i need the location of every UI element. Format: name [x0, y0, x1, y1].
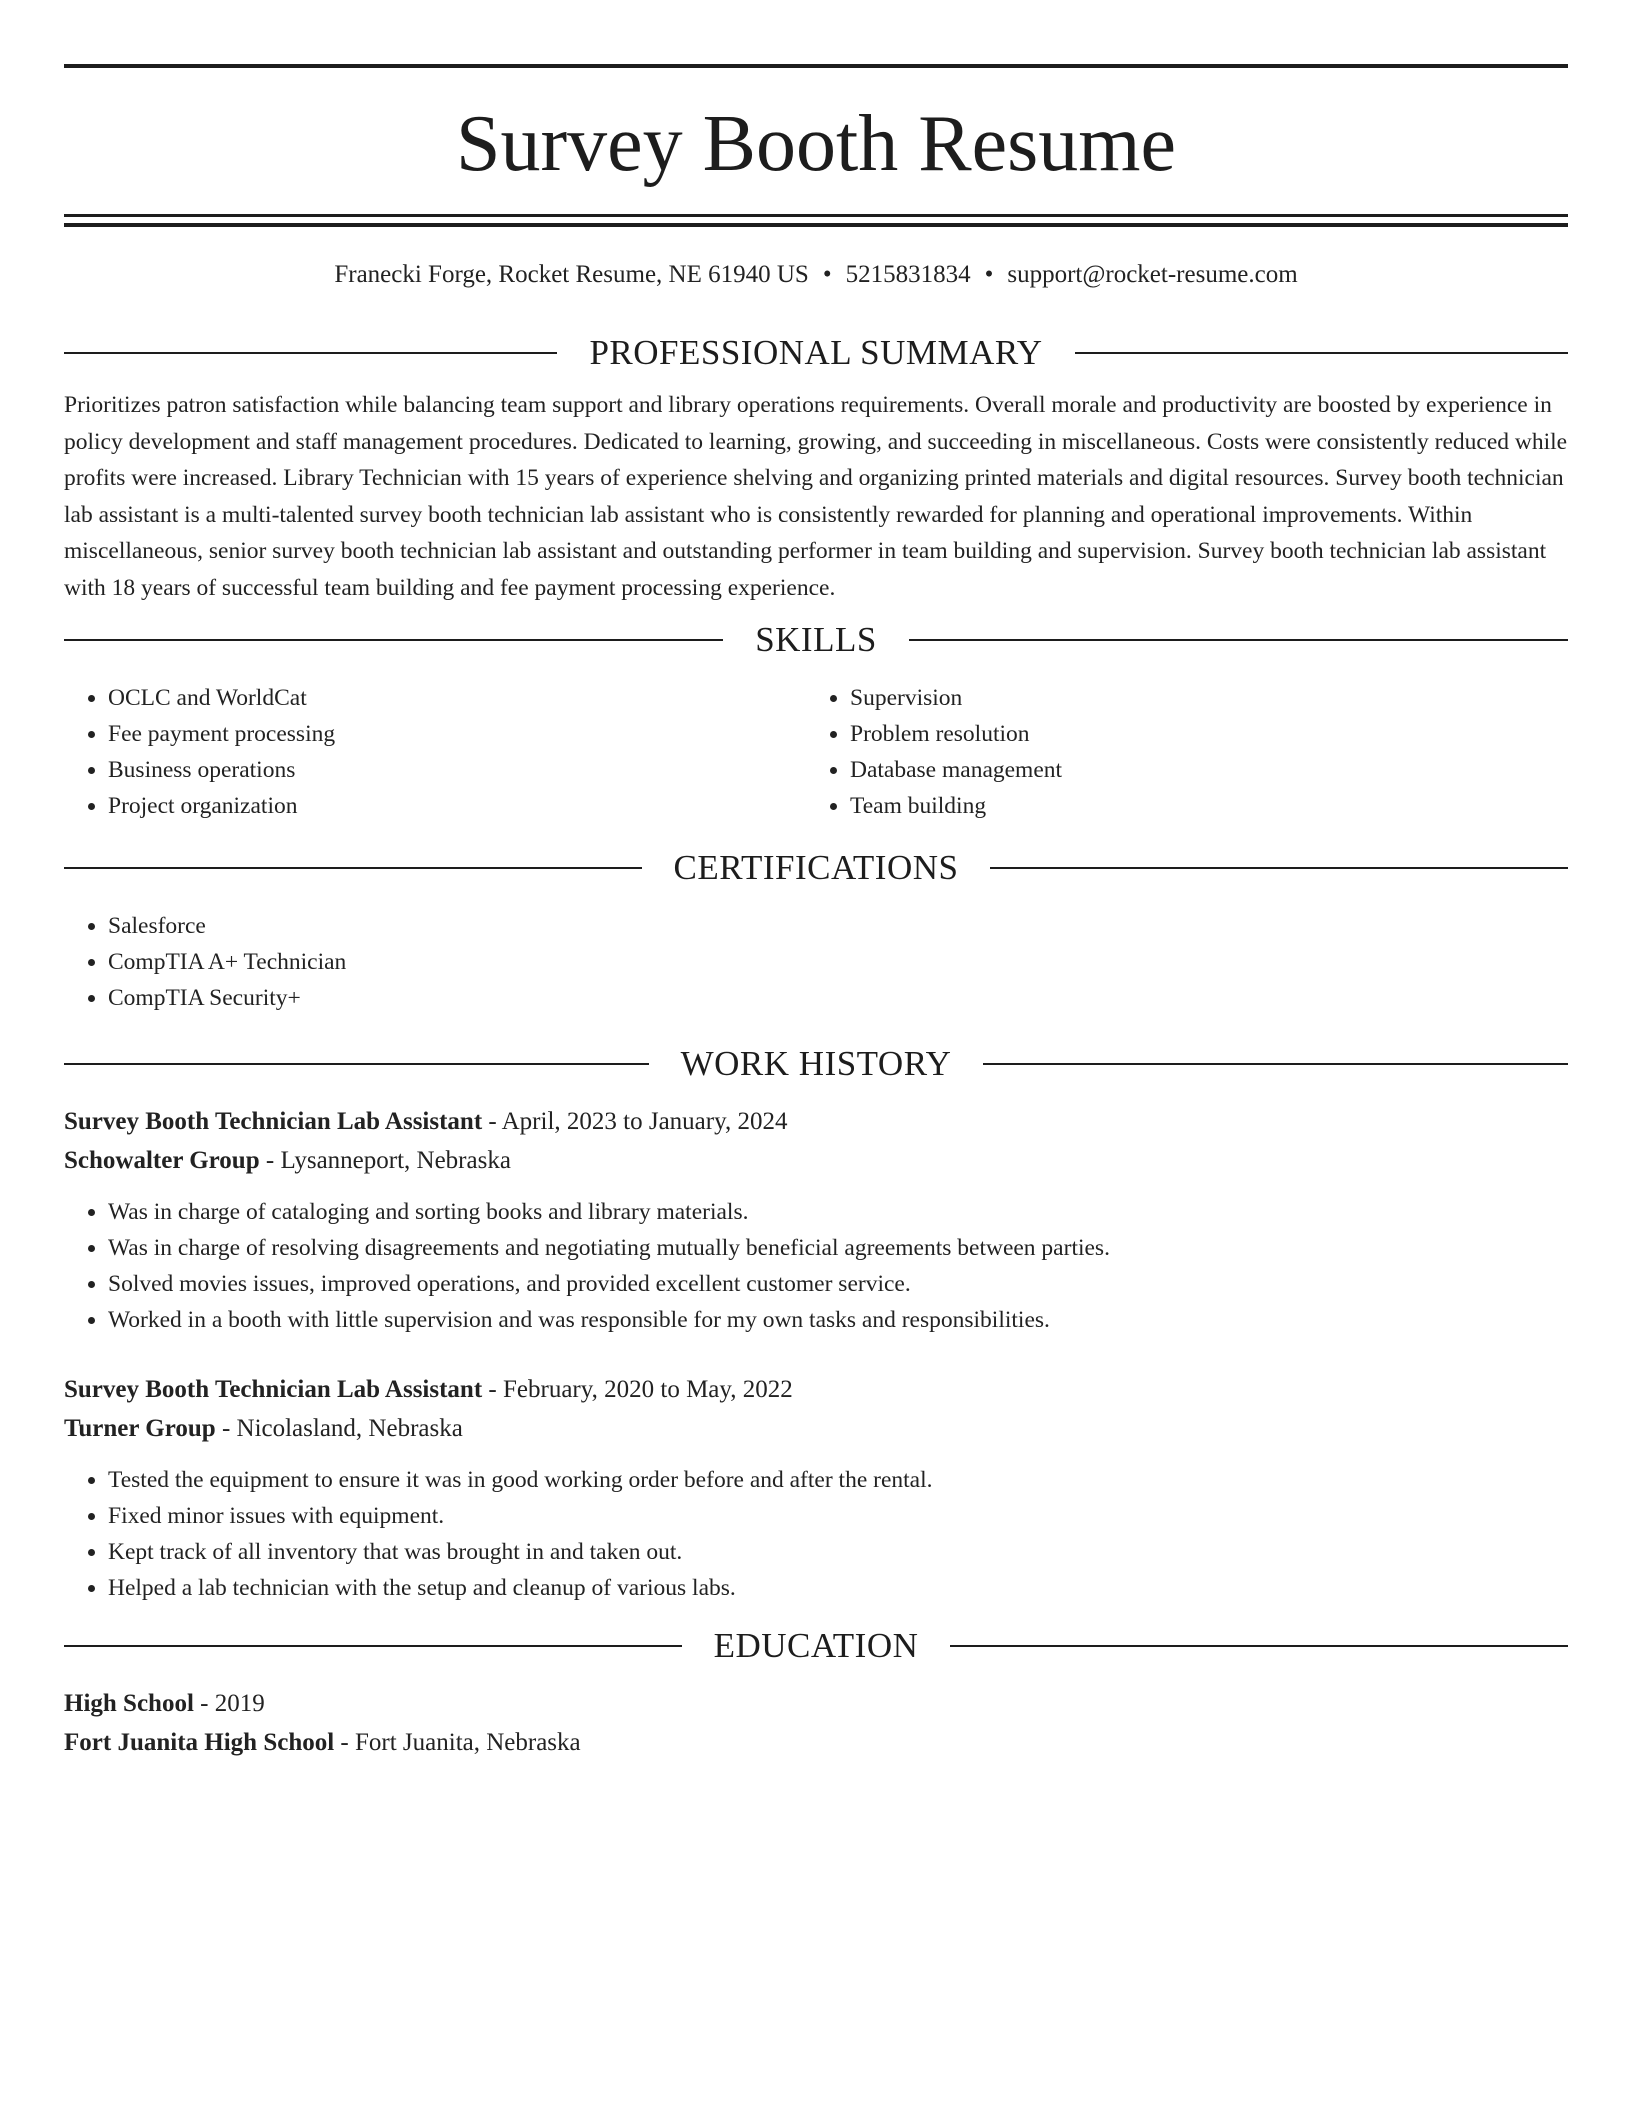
job-title: Survey Booth Technician Lab Assistant: [64, 1376, 483, 1403]
education-degree-line: [64, 1684, 1568, 1723]
certification-item: • CompTIA A+ Technician: [108, 944, 1568, 980]
certification-item: • Salesforce: [108, 908, 1568, 944]
resume-title: Survey Booth Resume: [456, 100, 1176, 188]
section-title-work: WORK HISTORY: [680, 1044, 952, 1083]
job-dates: - April, 2023 to January, 2024: [482, 1108, 788, 1135]
education-year: - 2019: [193, 1690, 265, 1717]
education-entry: [64, 1684, 1568, 1762]
skill-item: • Problem resolution: [850, 716, 1548, 752]
job-location: - Lysanneport, Nebraska: [259, 1147, 511, 1174]
contact-line: [64, 261, 1568, 295]
section-header-summary: [64, 331, 1568, 375]
education-school-line: [64, 1723, 1568, 1762]
section-title-certifications: CERTIFICATIONS: [673, 848, 959, 887]
contact-phone: 5215831834: [845, 261, 971, 288]
section-title-summary: PROFESSIONAL SUMMARY: [589, 333, 1043, 372]
title-double-rule: [64, 214, 1568, 227]
top-rule: [64, 64, 1568, 68]
skill-item: • Business operations: [108, 752, 806, 788]
divider-line: [983, 1063, 1568, 1065]
contact-separator: •: [822, 261, 832, 288]
section-header-education: [64, 1624, 1568, 1668]
job-duties: [64, 1462, 1568, 1606]
duty-item: • Tested the equipment to ensure it was in good working order before and after the rental.: [108, 1462, 1568, 1498]
job-company: Schowalter Group: [64, 1147, 260, 1174]
skill-item: • Database management: [850, 752, 1548, 788]
resume-page: [64, 64, 1568, 1762]
job-company-line: [64, 1409, 1568, 1448]
divider-line: [64, 639, 723, 641]
skill-item: • Fee payment processing: [108, 716, 806, 752]
job-location: - Nicolasland, Nebraska: [215, 1415, 463, 1442]
job-title: Survey Booth Technician Lab Assistant: [64, 1108, 483, 1135]
divider-line: [64, 1645, 682, 1647]
skills-column-right: [806, 680, 1548, 824]
skill-item: • Project organization: [108, 788, 806, 824]
duty-item: • Fixed minor issues with equipment.: [108, 1498, 1568, 1534]
job-dates: - February, 2020 to May, 2022: [482, 1376, 793, 1403]
divider-line: [990, 867, 1568, 869]
contact-email: support@rocket-resume.com: [1007, 261, 1298, 288]
section-header-skills: [64, 618, 1568, 662]
duty-item: • Was in charge of cataloging and sorting books and library materials.: [108, 1194, 1568, 1230]
duty-item: • Kept track of all inventory that was brought in and taken out.: [108, 1534, 1568, 1570]
certifications-list: [64, 908, 1568, 1016]
divider-line: [1075, 352, 1568, 354]
divider-line: [950, 1645, 1568, 1647]
job-company-line: [64, 1141, 1568, 1180]
certification-item: • CompTIA Security+: [108, 980, 1568, 1016]
skill-item: • Supervision: [850, 680, 1548, 716]
skills-column-left: [64, 680, 806, 824]
divider-line: [64, 867, 642, 869]
divider-line: [64, 1063, 649, 1065]
education-location: - Fort Juanita, Nebraska: [334, 1729, 581, 1756]
divider-line: [64, 352, 557, 354]
duty-item: • Worked in a booth with little supervision and was responsible for my own tasks and responsibilities.: [108, 1302, 1568, 1338]
divider-line: [909, 639, 1568, 641]
skills-list: [64, 680, 1568, 824]
skill-item: • OCLC and WorldCat: [108, 680, 806, 716]
job-title-line: [64, 1370, 1568, 1409]
job-entry: [64, 1102, 1568, 1338]
job-title-line: [64, 1102, 1568, 1141]
job-company: Turner Group: [64, 1415, 216, 1442]
summary-paragraph: Prioritizes patron satisfaction while balancing team support and library operations requirements. Overall morale and productivity are boosted by experience in policy development and staff management procedures. Dedicated to learning, growing, and succeeding in miscellaneous. Costs were consistently reduced while profits were increased. Library Technician with 15 years of experience shelving and organizing printed materials and digital resources. Survey booth technician lab assistant is a multi-talented survey booth technician lab assistant who is consistently rewarded for planning and operational improvements. Within miscellaneous, senior survey booth technician lab assistant and outstanding performer in team building and supervision. Survey booth technician lab assistant with 18 years of successful team building and fee payment processing experience.: [64, 392, 1568, 601]
job-entry: [64, 1370, 1568, 1606]
education-school: Fort Juanita High School: [64, 1729, 335, 1756]
contact-address: Franecki Forge, Rocket Resume, NE 61940 US: [334, 261, 809, 288]
section-title-skills: SKILLS: [755, 620, 877, 659]
section-title-education: EDUCATION: [713, 1626, 919, 1665]
section-header-certifications: [64, 846, 1568, 890]
skill-item: • Team building: [850, 788, 1548, 824]
education-degree: High School: [64, 1690, 194, 1717]
job-duties: [64, 1194, 1568, 1338]
section-header-work: [64, 1042, 1568, 1086]
contact-separator: •: [984, 261, 994, 288]
duty-item: • Solved movies issues, improved operations, and provided excellent customer service.: [108, 1266, 1568, 1302]
duty-item: • Helped a lab technician with the setup and cleanup of various labs.: [108, 1570, 1568, 1606]
duty-item: • Was in charge of resolving disagreements and negotiating mutually beneficial agreements between parties.: [108, 1230, 1568, 1266]
